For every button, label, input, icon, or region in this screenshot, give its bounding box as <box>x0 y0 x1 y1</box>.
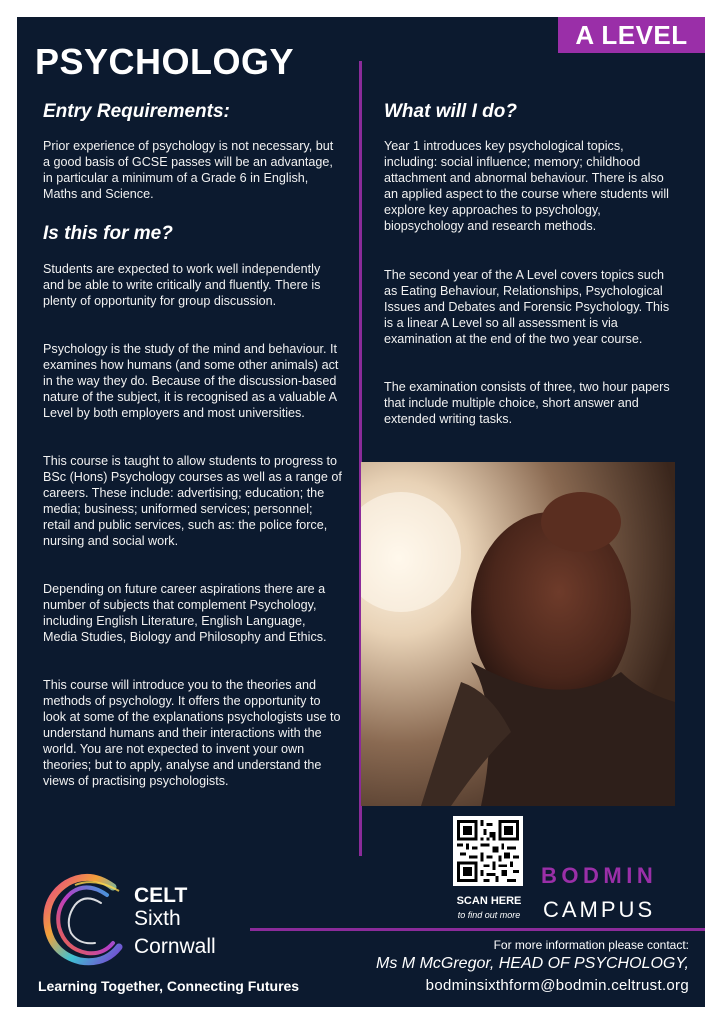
contact-intro: For more information please contact: <box>493 938 689 952</box>
student-photo <box>361 462 675 806</box>
right-paragraph: The examination consists of three, two hour papers that include multiple choice, short answer and extended writing tasks. <box>384 380 670 426</box>
page-title: PSYCHOLOGY <box>35 41 295 82</box>
right-paragraph: The second year of the A Level covers topics such as Eating Behaviour, Relationships, Psychological Issues and Debates and Forensic Psychology. This is a linear A Level so all assessment is via examination at the end of the two year course. <box>384 268 670 346</box>
is-this-for-me-heading: Is this for me? <box>43 223 173 244</box>
left-paragraph: This course will introduce you to the theories and methods of psychology. It offers the opportunity to look at some of the explanations psychologists use to understand humans and their interactions with the world. You are not expected to invent your own theories; but to apply, analyse and understand the views of practising psychologists. <box>43 678 341 788</box>
left-paragraph: This course is taught to allow students to progress to BSc (Hons) Psychology courses as well as a range of careers. These include: advertising; education; the media; business; uniformed services; personnel; retail and public services, such as: the police force, nursing and social work. <box>43 454 342 548</box>
what-will-i-do-heading: What will I do? <box>384 101 517 122</box>
left-paragraph: Psychology is the study of the mind and behaviour. It examines how humans (and some other animals) act in the way they do. Because of the discussion-based nature of the subject, it is recognised as a valuable A Level by both employers and most universities. <box>43 342 339 420</box>
campus-name: BODMIN <box>541 863 658 888</box>
entry-requirements-text: Prior experience of psychology is not necessary, but a good basis of GCSE passes will be an advantage, in particular a minimum of a Grade 6 in English, Maths and Science. <box>43 139 334 201</box>
contact-name: Ms M McGregor, HEAD OF PSYCHOLOGY, <box>376 955 689 972</box>
contact-divider <box>250 928 705 931</box>
qr-code[interactable] <box>453 816 523 886</box>
right-paragraph: Year 1 introduces key psychological topics, including: social influence; memory; childhood attachment and abnormal behaviour. There is also an applied aspect to the course where students will explore key approaches to psychology, biopsychology and research methods. <box>384 139 669 233</box>
scan-here-sublabel: to find out more <box>457 910 521 920</box>
left-paragraph: Students are expected to work well independently and be able to write critically and fluently. There is plenty of opportunity for group discussion. <box>43 262 321 308</box>
contact-email[interactable]: bodminsixthform@bodmin.celtrust.org <box>425 977 689 994</box>
entry-requirements-heading: Entry Requirements: <box>43 101 230 122</box>
campus-label: CAMPUS <box>543 897 656 922</box>
poster <box>17 17 705 1007</box>
logo-text-cornwall: Cornwall <box>134 935 216 958</box>
logo-text-sixth: Sixth <box>134 907 181 930</box>
logo-text-celt: CELT <box>134 884 188 907</box>
level-badge: A LEVEL <box>558 17 705 53</box>
celt-logo-icon <box>35 865 135 969</box>
left-paragraph: Depending on future career aspirations there are a number of subjects that complement Psychology, including English Literature, English Language, Media Studies, Biology and Philosophy and Ethics. <box>43 582 327 644</box>
scan-here-label: SCAN HERE <box>456 895 522 907</box>
tagline: Learning Together, Connecting Futures <box>38 978 300 994</box>
